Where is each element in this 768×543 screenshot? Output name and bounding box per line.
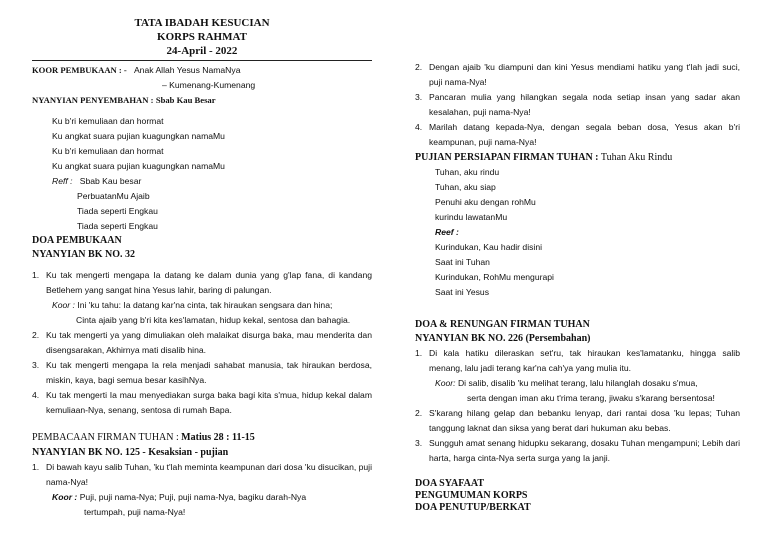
pembacaan-label: PEMBACAAN FIRMAN TUHAN : xyxy=(32,432,179,443)
lyric-line: Ku angkat suara pujian kuagungkan namaMu xyxy=(52,161,225,171)
lyric-line: Ku b'ri kemuliaan dan hormat xyxy=(52,116,164,126)
verse: 2. S'karang hilang gelap dan bebanku lenyap, dari rantai dosa 'ku lepas; Tuhan tanggung laknat dan siksa yang berat dari hukuman aku bebas. xyxy=(415,408,740,433)
reef-line: Saat ini Yesus xyxy=(435,287,489,297)
verse: 1. Ku tak mengerti mengapa Ia datang ke dalam dunia yang g'lap fana, di kandang Betlehem yang sangat hina Yesus lahir, baring di palungan. xyxy=(32,270,372,295)
verse: 3. Ku tak mengerti mengapa Ia rela menjadi sahabat manusia, tak hiraukan berdosa, miskin, kaya, bagi semua besar kasihNya. xyxy=(32,360,372,385)
doa-syafaat-heading: DOA SYAFAAT xyxy=(415,478,484,489)
doa-penutup-heading: DOA PENUTUP/BERKAT xyxy=(415,502,531,513)
bk125-heading xyxy=(32,445,372,460)
koor-pembukaan-label: KOOR PEMBUKAAN : - xyxy=(32,65,127,75)
right-column xyxy=(415,0,740,514)
nyanyian-penyembahan-title: Sbab Kau Besar xyxy=(155,95,216,105)
nyanyian-penyembahan-label: NYANYIAN PENYEMBAHAN : xyxy=(32,95,154,105)
koor-label: Koor : xyxy=(52,492,78,502)
koor-label: Koor : xyxy=(52,300,75,310)
lyric-line: Penuhi aku dengan rohMu xyxy=(435,197,536,207)
verse: 1. Di kala hatiku dileraskan set'ru, tak hiraukan kes'lamatanku, hingga salib menang, lalu jadi terang kar'na cah'ya yang mulia itu. xyxy=(415,348,740,373)
reff-line: Tiada seperti Engkau xyxy=(77,206,158,216)
reff-line: Tiada seperti Engkau xyxy=(77,221,158,231)
koor-line: Cinta ajaib yang b'ri kita kes'lamatan, hidup kekal, sentosa dan bahagia. xyxy=(76,315,351,325)
document-title: TATA IBADAH KESUCIAN xyxy=(134,17,270,29)
pujian-persiapan xyxy=(415,150,740,165)
verse: 2. Ku tak mengerti ya yang dimuliakan oleh malaikat disurga baka, mau menderita dan disengsarakan, Akhirnya mati disalib hina. xyxy=(32,330,372,355)
document-date: 24-April - 2022 xyxy=(166,45,238,57)
koor-pembukaan xyxy=(32,63,372,78)
verse: 4. Ku tak mengerti Ia mau menyediakan surga baka bagi kita s'mua, hidup kekal dalam kemuliaan-Nya, senang, sentosa di rumah Bapa. xyxy=(32,390,372,415)
koor-line: serta dengan iman aku t'rima terang, jiwaku s'karang bersentosa! xyxy=(467,393,715,403)
reff-line: PerbuatanMu Ajaib xyxy=(77,191,150,201)
lyric-line: Tuhan, aku rindu xyxy=(435,167,500,177)
lyric-line: Tuhan, aku siap xyxy=(435,182,496,192)
reef-line: Kurindukan, Kau hadir disini xyxy=(435,242,543,252)
verse: 2. Dengan ajaib 'ku diampuni dan kini Yesus mendiami hatiku yang t'lah jadi suci, puji nama-Nya! xyxy=(415,62,740,87)
pujian-label: PUJIAN PERSIAPAN FIRMAN TUHAN : xyxy=(415,152,599,163)
left-column xyxy=(32,0,372,520)
title-divider xyxy=(32,60,372,61)
reff-first-line xyxy=(32,174,372,189)
koor-line: Koor: Di salib, disalib 'ku melihat terang, lalu hilanglah dosaku s'mua, xyxy=(435,378,698,388)
pembacaan-firman xyxy=(32,430,372,445)
koor-pembukaan-item-2: – Kumenang-Kumenang xyxy=(162,80,256,90)
reef-label: Reef : xyxy=(435,227,459,237)
document-subtitle: KORPS RAHMAT xyxy=(157,31,247,43)
lyric-line: Ku b'ri kemuliaan dan hormat xyxy=(52,146,164,156)
pujian-title: Tuhan Aku Rindu xyxy=(600,152,673,163)
koor-line: Koor : Ini 'ku tahu: Ia datang kar'na cinta, tak hiraukan sengsara dan hina; xyxy=(52,300,333,310)
verse: 3. Pancaran mulia yang hilangkan segala noda setiap insan yang sadar akan kesalahan, puji nama-Nya! xyxy=(415,92,740,117)
verse: 4. Marilah datang kepada-Nya, dengan segala beban dosa, Yesus akan b'ri keampunan, puji nama-Nya! xyxy=(415,122,740,147)
verse: 1. Di bawah kayu salib Tuhan, 'ku t'lah meminta keampunan dari dosa 'ku disucikan, puji nama-Nya! xyxy=(32,462,372,487)
doa-pembukaan-heading: DOA PEMBUKAAN xyxy=(32,235,122,246)
doa-renungan-heading: DOA & RENUNGAN FIRMAN TUHAN xyxy=(415,319,590,330)
bk125-label: NYANYIAN BK NO. 125 xyxy=(32,447,140,458)
lyric-line: kurindu lawatanMu xyxy=(435,212,508,222)
reef-line: Saat ini Tuhan xyxy=(435,257,490,267)
koor-pembukaan-item-1: Anak Allah Yesus NamaNya xyxy=(133,65,241,75)
bk125-subtitle: - Kesaksian - pujian xyxy=(142,447,229,458)
reef-line: Kurindukan, RohMu mengurapi xyxy=(435,272,554,282)
pengumuman-heading: PENGUMUMAN KORPS xyxy=(415,490,528,501)
verse: 3. Sungguh amat senang hidupku sekarang, dosaku Tuhan mengampuni; Lebih dari harta, harga cinta-Nya serta surga yang Ia janji. xyxy=(415,438,740,463)
koor-label: Koor: xyxy=(435,378,456,388)
koor-line: tertumpah, puji nama-Nya! xyxy=(84,507,186,517)
reff-label: Reff : xyxy=(52,176,73,186)
bk226-heading: NYANYIAN BK NO. 226 (Persembahan) xyxy=(415,333,591,344)
reff-line: Sbab Kau besar xyxy=(79,176,142,186)
bk32-heading: NYANYIAN BK NO. 32 xyxy=(32,249,135,260)
pembacaan-reference: Matius 28 : 11-15 xyxy=(181,432,255,443)
lyric-line: Ku angkat suara pujian kuagungkan namaMu xyxy=(52,131,225,141)
nyanyian-penyembahan xyxy=(32,93,372,108)
koor-line: Koor : Puji, puji nama-Nya; Puji, puji nama-Nya, bagiku darah-Nya xyxy=(52,492,307,502)
